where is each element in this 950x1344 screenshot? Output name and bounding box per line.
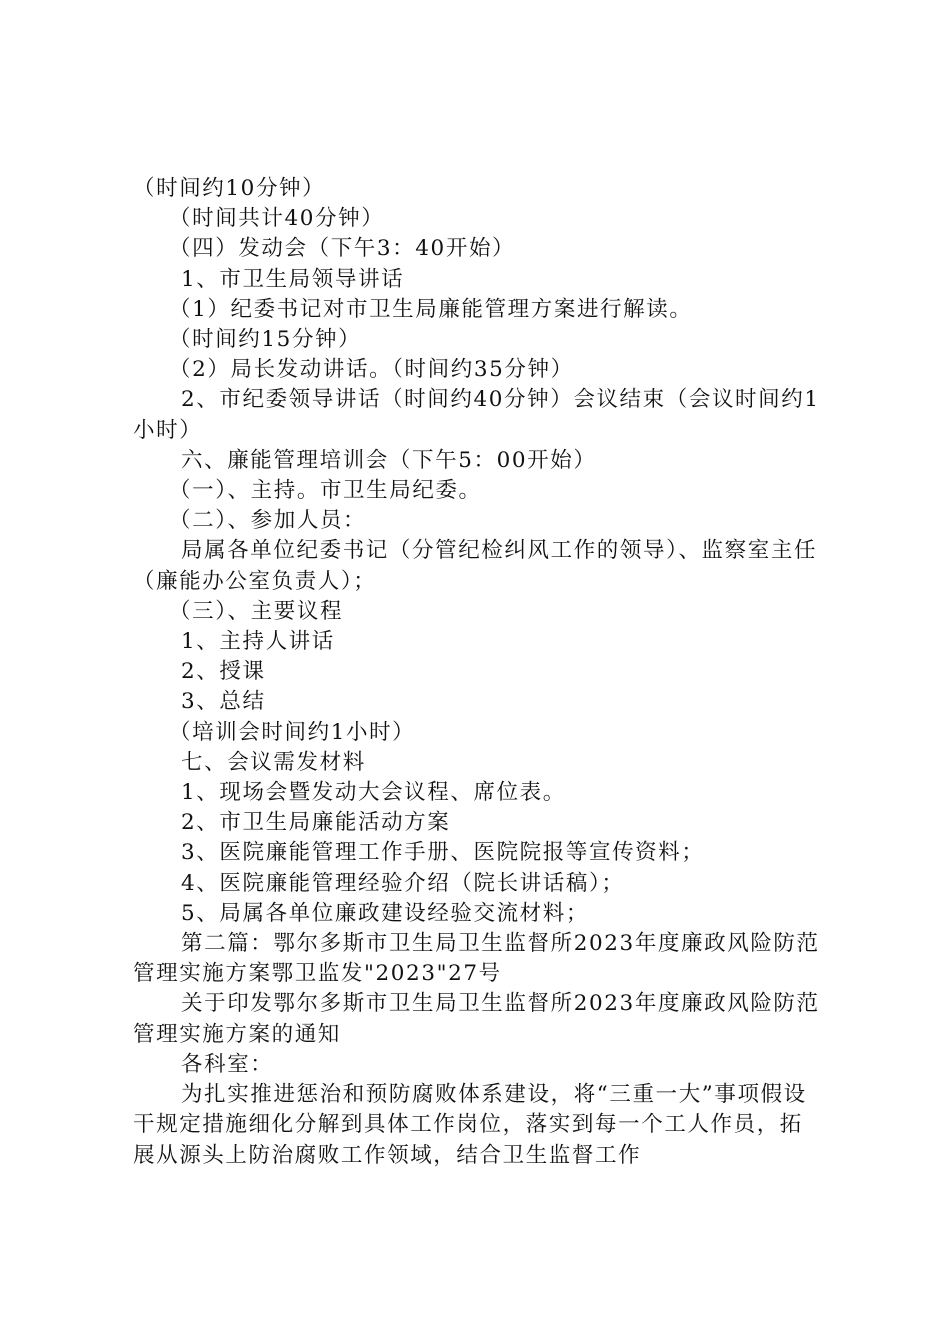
paragraph-main-agenda: （三）、主要议程: [169, 598, 344, 624]
paragraph-city-discipline-speech: 2、市纪委领导讲话（时间约40分钟）会议结束（会议时间约1小时）: [133, 387, 820, 443]
document-body: [133, 174, 825, 1171]
paragraph-participant-list: 局属各单位纪委书记（分管纪检纠风工作的领导）、监察室主任（廉能办公室负责人）；: [133, 538, 818, 594]
paragraph-material-4: 4、医院廉能管理经验介绍（院长讲话稿）；: [181, 870, 625, 896]
paragraph-salutation: 各科室：: [181, 1051, 274, 1077]
paragraph-second-article-title: 第二篇：鄂尔多斯市卫生局卫生监督所2023年度廉政风险防范管理实施方案鄂卫监发"2023"27号: [133, 931, 820, 987]
paragraph-notice-title: 关于印发鄂尔多斯市卫生局卫生监督所2023年度廉政风险防范管理实施方案的通知: [133, 991, 820, 1047]
paragraph-discipline-secretary: （1）纪委书记对市卫生局廉能管理方案进行解读。: [169, 296, 693, 322]
paragraph-time-15: （时间约15分钟）: [169, 327, 362, 353]
paragraph-host: （一）、主持。市卫生局纪委。: [169, 478, 482, 504]
paragraph-director-speech: （2）局长发动讲话。（时间约35分钟）: [169, 357, 574, 383]
paragraph-agenda-summary: 3、总结: [181, 689, 266, 715]
paragraph-material-1: 1、现场会暨发动大会议程、席位表。: [181, 780, 566, 806]
paragraph-training-meeting: 六、廉能管理培训会（下午5：00开始）: [181, 447, 597, 473]
paragraph-time-total: （时间共计40分钟）: [169, 206, 385, 232]
paragraph-participants: （二）、参加人员：: [169, 508, 367, 534]
paragraph-leader-speech: 1、市卫生局领导讲话: [181, 266, 405, 292]
paragraph-training-time: （培训会时间约1小时）: [169, 719, 416, 745]
paragraph-material-5: 5、局属各单位廉政建设经验交流材料；: [181, 900, 589, 926]
paragraph-material-2: 2、市卫生局廉能活动方案: [181, 810, 451, 836]
paragraph-body-text: 为扎实推进惩治和预防腐败体系建设，将“三重一大”事项假设干规定措施细化分解到具体工作岗位，落实到每一个工人作员，拓展从源头上防治腐败工作领域，结合卫生监督工作: [133, 1082, 807, 1168]
paragraph-material-3: 3、医院廉能管理工作手册、医院院报等宣传资料；: [181, 840, 705, 866]
paragraph-materials-heading: 七、会议需发材料: [181, 749, 366, 775]
paragraph-mobilization-meeting: （四）发动会（下午3：40开始）: [169, 236, 516, 262]
paragraph-agenda-lecture: 2、授课: [181, 659, 266, 685]
paragraph-agenda-host: 1、主持人讲话: [181, 629, 335, 655]
paragraph-time-10: （时间约10分钟）: [133, 176, 326, 201]
